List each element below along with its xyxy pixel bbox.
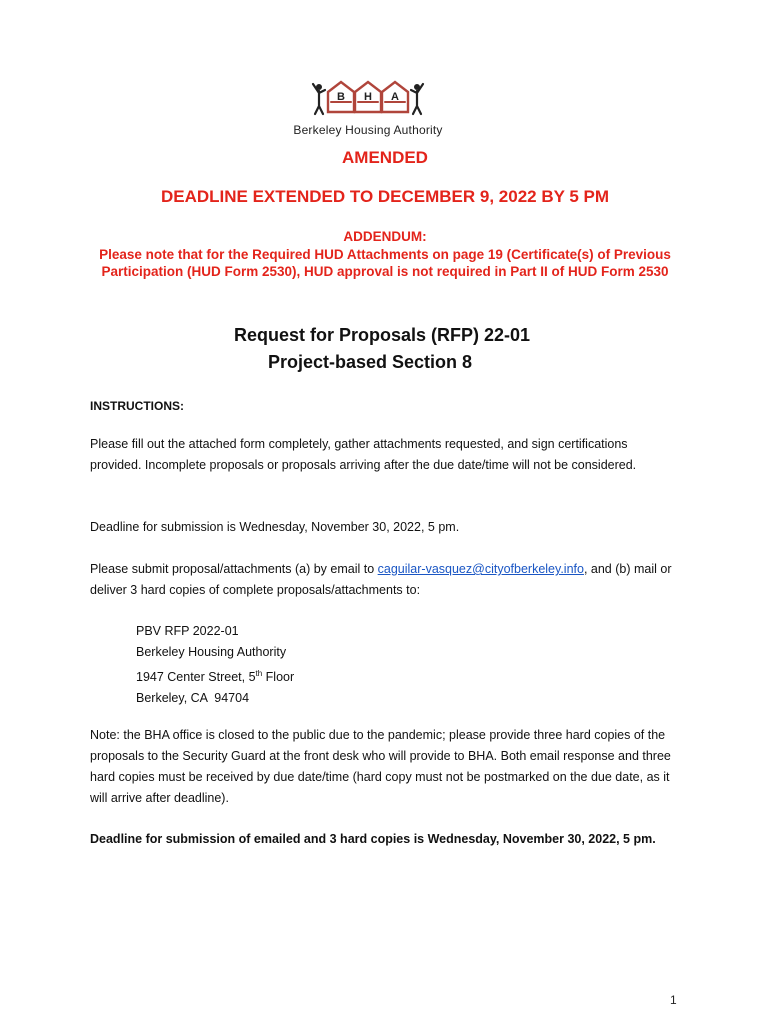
rfp-subtitle: Project-based Section 8 xyxy=(267,352,473,372)
email-link[interactable]: caguilar-vasquez@cityofberkeley.info xyxy=(377,562,584,576)
address-floor: Floor xyxy=(262,670,295,685)
addendum-title: ADDENDUM: xyxy=(343,229,427,244)
rfp-title: Request for Proposals (RFP) 22-01 xyxy=(233,325,531,345)
org-name: Berkeley Housing Authority xyxy=(293,123,443,137)
submission-method-paragraph xyxy=(90,559,680,601)
bha-logo xyxy=(276,78,460,142)
address-line-1: PBV RFP 2022-01 xyxy=(136,624,239,638)
submission-deadline-paragraph: Deadline for submission is Wednesday, November 30, 2022, 5 pm. xyxy=(90,520,460,534)
instructions-heading: INSTRUCTIONS: xyxy=(90,399,184,413)
address-line-2: Berkeley Housing Authority xyxy=(136,645,287,659)
address-ordinal-suffix: th xyxy=(255,669,263,678)
logo-letter-h: H xyxy=(364,91,372,103)
addendum-body: Please note that for the Required HUD Attachments on page 19 (Certificate(s) of Previous Participation (HUD Form 2530), HUD approval is not required in Part II of HUD Form 2530 xyxy=(99,247,671,279)
page-number: 1 xyxy=(670,993,677,1007)
logo-letter-b: B xyxy=(337,91,345,103)
address-line-3 xyxy=(136,663,294,688)
deadline-extended-heading: DEADLINE EXTENDED TO DECEMBER 9, 2022 BY 5 PM xyxy=(160,187,610,206)
bha-logo-graphic xyxy=(310,78,426,118)
mailing-address xyxy=(136,621,294,709)
address-line-4: Berkeley, CA 94704 xyxy=(136,691,250,706)
final-deadline-paragraph: Deadline for submission of emailed and 3 hard copies is Wednesday, November 30, 2022, 5 pm. xyxy=(90,832,656,846)
submission-text-before: Please submit proposal/attachments (a) by email to xyxy=(90,562,378,576)
pandemic-note-paragraph: Note: the BHA office is closed to the public due to the pandemic; please provide three hard copies of the proposals to the Security Guard at the front desk who will provide to BHA. Both email response and three hard copies must be received by due date/time (hard copy must not be postmarked on the due date, as it will arrive after deadline). xyxy=(90,728,671,805)
instructions-paragraph-1: Please fill out the attached form completely, gather attachments requested, and sign certifications provided. Incomplete proposals or proposals arriving after the due date/time will not be considered. xyxy=(90,437,637,472)
submission-text-after: , and (b) mail or deliver 3 hard copies of complete proposals/attachments to: xyxy=(90,562,672,597)
address-street: 1947 Center Street, 5 xyxy=(136,670,256,685)
amended-heading: AMENDED xyxy=(342,148,428,167)
logo-letter-a: A xyxy=(391,91,399,103)
